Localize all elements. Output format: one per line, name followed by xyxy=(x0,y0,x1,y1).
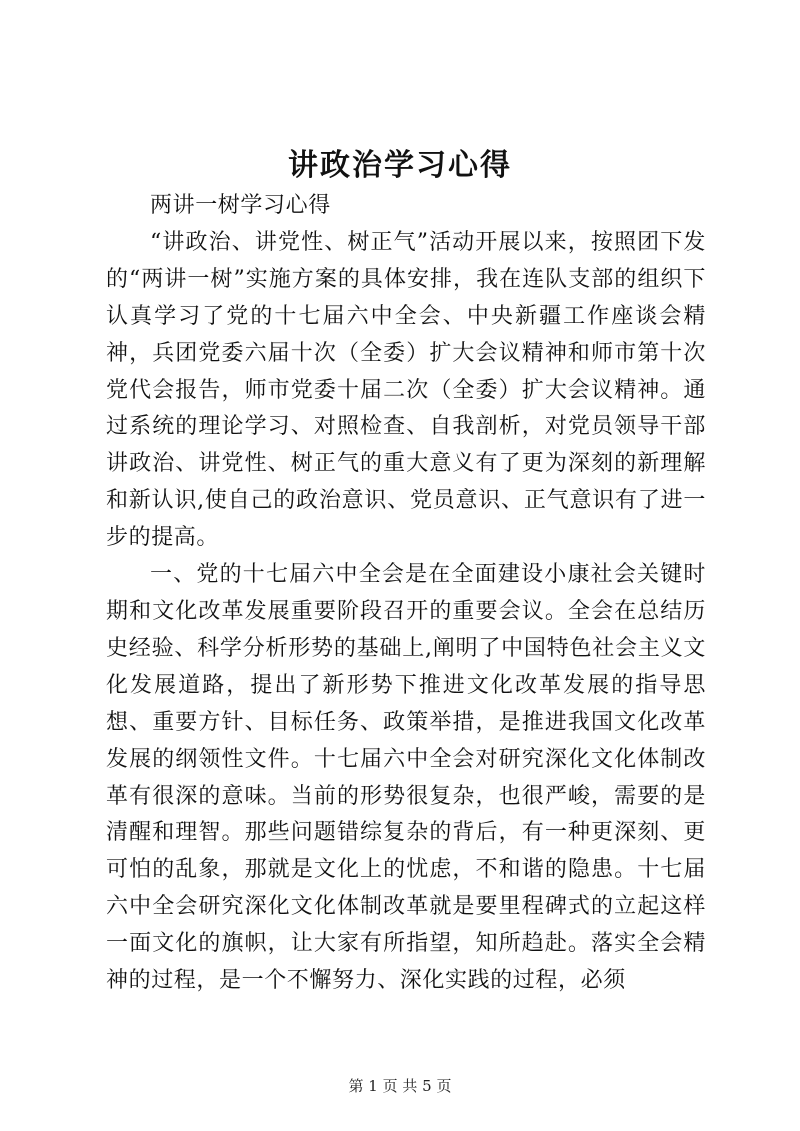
page-footer: 第 1 页 共 5 页 xyxy=(348,1077,452,1095)
page-title: 讲政治学习心得 xyxy=(288,148,512,183)
document-body xyxy=(106,188,706,1000)
document-subtitle: 两讲一树学习心得 xyxy=(150,193,331,218)
paragraph-intro: “讲政治、讲党性、树正气”活动开展以来，按照团下发的“两讲一树”实施方案的具体安排，我在连队支部的组织下认真学习了党的十七届六中全会、中央新疆工作座谈会精神，兵团党委六届十次（全委）扩大会议精神和师市第十次党代会报告，师市党委十届二次（全委）扩大会议精神。通过系统的理论学习、对照检查、自我剖析，对党员领导干部讲政治、讲党性、树正气的重大意义有了更为深刻的新理解和新认识,使自己的政治意识、党员意识、正气意识有了进一步的提高。 xyxy=(106,229,706,551)
paragraph-section-one: 一、党的十七届六中全会是在全面建设小康社会关键时期和文化改革发展重要阶段召开的重要会议。全会在总结历史经验、科学分析形势的基础上,阐明了中国特色社会主义文化发展道路，提出了新形势下推进文化改革发展的指导思想、重要方针、目标任务、政策举措，是推进我国文化改革发展的纲领性文件。十七届六中全会对研究深化文化体制改革有很深的意味。当前的形势很复杂，也很严峻，需要的是清醒和理智。那些问题错综复杂的背后，有一种更深刻、更可怕的乱象，那就是文化上的忧虑，不和谐的隐患。十七届六中全会研究深化文化体制改革就是要里程碑式的立起这样一面文化的旗帜，让大家有所指望，知所趋赴。落实全会精神的过程，是一个不懈努力、深化实践的过程，必须 xyxy=(106,562,706,994)
